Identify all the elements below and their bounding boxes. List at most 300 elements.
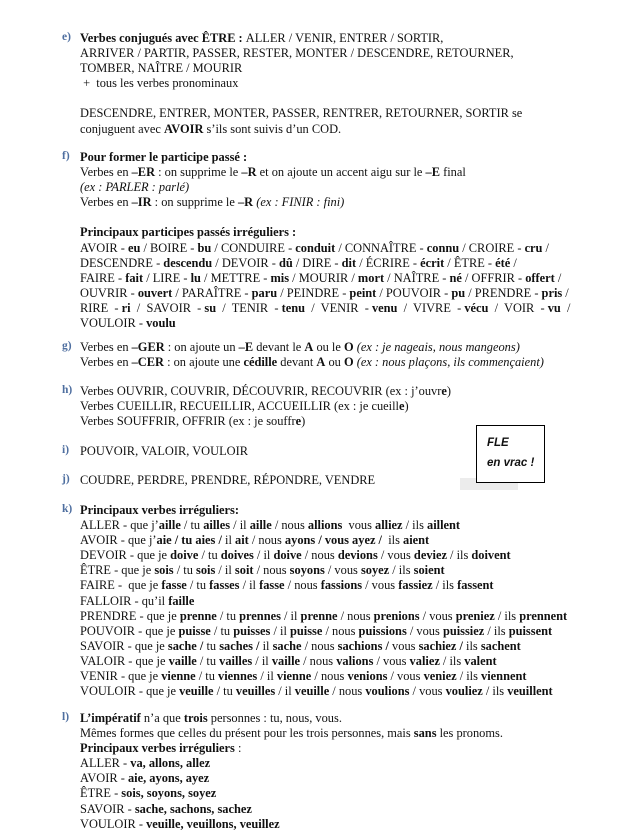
text-line (80, 503, 610, 518)
text: / nous (271, 518, 308, 533)
text: / nous (300, 653, 337, 668)
bold-text: su (204, 300, 217, 315)
text: vous (388, 638, 419, 653)
text: / nous (311, 669, 348, 684)
text: Verbes en (80, 355, 132, 370)
text: / METTRE - (200, 270, 271, 285)
text: Verbes CUEILLIR, RECUEILLIR, ACCUEILLIR (ex : je cueill (80, 399, 399, 414)
text-line (80, 786, 610, 801)
bold-text: –R (237, 195, 254, 210)
bold-text: Principaux participes passés irréguliers : (80, 225, 297, 240)
bold-text: sache, sachons, sachez (134, 801, 252, 816)
bold-text: Principaux verbes irréguliers (80, 741, 235, 756)
text: / ils (446, 548, 472, 563)
bold-text: mort (357, 270, 385, 285)
text-line (80, 106, 610, 121)
bold-text: soient (413, 563, 445, 578)
bold-text: soyez (360, 563, 390, 578)
text: personnes : tu, nous, vous. (207, 711, 342, 725)
text-line (80, 46, 610, 61)
text: ils (382, 533, 403, 548)
text: ou le (313, 340, 344, 354)
text: PRENDRE - que je (80, 608, 180, 623)
text: / il (230, 518, 250, 533)
section-label: j) (62, 473, 70, 485)
text-line (80, 654, 610, 669)
italic-text: (ex : nous plaçons, ils commençaient) (353, 355, 544, 370)
bold-text: e (295, 414, 302, 429)
text: et on ajoute un accent aigu sur le (256, 165, 426, 180)
text: ALLER - (80, 756, 131, 771)
bold-text: offert (525, 270, 555, 285)
text-line (80, 271, 610, 286)
text: : on supprime le (151, 195, 238, 210)
bold-text: puissiez (442, 623, 485, 638)
bold-text: veniez (423, 669, 457, 684)
text: / tu (196, 653, 220, 668)
text: VOULOIR - (80, 316, 147, 331)
text-line (80, 563, 610, 578)
bold-text: sois (154, 563, 174, 578)
italic-text: (ex : PARLER : parlé) (80, 180, 190, 195)
section-label: e) (62, 31, 71, 43)
bold-text: –ER (131, 165, 156, 180)
text: / PEINDRE - (277, 285, 350, 300)
bold-text: valions (336, 653, 374, 668)
text: DESCENDRE, ENTRER, MONTER, PASSER, RENTRER, RETOURNER, SORTIR se (80, 106, 523, 121)
text: DESCENDRE - (80, 255, 164, 270)
bold-text: ait (235, 533, 249, 548)
bold-text: dû (278, 255, 293, 270)
bold-text: connu (426, 240, 460, 255)
bold-text: bu (197, 240, 212, 255)
text: + tous les verbes pronominaux (80, 76, 239, 91)
section-label: g) (62, 340, 72, 352)
bold-text: e (441, 384, 447, 398)
text: / tu (213, 684, 236, 699)
text-line (80, 241, 610, 256)
text-line (80, 195, 610, 210)
bold-text: e (399, 399, 405, 414)
bold-text: sois, soyons, soyez (121, 786, 217, 801)
text: DEVOIR - que je (80, 548, 171, 563)
bold-text: fassent (457, 578, 494, 593)
bold-text: puisses (233, 623, 271, 638)
text-line (80, 669, 610, 684)
text: / ils (484, 623, 509, 638)
text: / vous (324, 563, 361, 578)
bold-text: sache / (167, 638, 204, 653)
text: : on supprime le (155, 165, 242, 180)
bold-text: aille (158, 518, 181, 533)
text: / il (270, 623, 291, 638)
text: / il (257, 669, 277, 684)
text: / nous (322, 623, 359, 638)
text-line (80, 355, 610, 370)
bold-text: saches / (219, 638, 260, 653)
text-line (80, 639, 610, 654)
bold-text: –GER (131, 340, 165, 354)
bold-text: prenne (300, 608, 338, 623)
text: / (562, 285, 569, 300)
text: / vous (387, 669, 424, 684)
bold-text: valiez (409, 653, 440, 668)
text: ils (462, 638, 481, 653)
text: les pronoms. (436, 726, 503, 741)
bold-text: tenu (281, 300, 306, 315)
text: AVOIR - (80, 240, 128, 255)
fle-note-box (476, 425, 545, 483)
text: / nous (248, 533, 285, 548)
bold-text: viennes (218, 669, 258, 684)
bold-text: O (343, 355, 354, 370)
bold-text: alliez (375, 518, 403, 533)
text: / PRENDRE - (465, 285, 542, 300)
text: conjuguent avec (80, 121, 164, 136)
bold-text: fassions (320, 578, 363, 593)
text: / tu (210, 623, 234, 638)
text: ARRIVER / PARTIR, PASSER, RESTER, MONTER / DESCENDRE, RETOURNER, (80, 46, 514, 61)
text: : on ajoute un (164, 340, 239, 354)
text: ALLER / VENIR, ENTRER / SORTIR, (245, 31, 444, 45)
text: / SAVOIR - (130, 300, 205, 315)
bold-text: aille (249, 518, 272, 533)
text: / (554, 270, 562, 285)
bold-text: voulions (365, 684, 410, 699)
text: Verbes SOUFFRIR, OFFRIR (ex : je souffr (80, 414, 296, 429)
bold-text: ayons / vous ayez / (284, 533, 382, 548)
bold-text: prennes (239, 608, 281, 623)
text: / ils (389, 563, 414, 578)
text: : (234, 741, 242, 756)
bold-text: sachiez / (418, 638, 463, 653)
bold-text: cédille (243, 355, 278, 370)
text: / nous (329, 684, 366, 699)
text: Verbes en (80, 165, 132, 180)
note-line-2: en vrac ! (487, 457, 535, 469)
text: / tu (216, 608, 240, 623)
text: / vous (377, 548, 414, 563)
text: AVOIR - que j’ (80, 533, 157, 548)
text: TOMBER, NAÎTRE / MOURIR (80, 61, 243, 76)
bold-text: veuilles (235, 684, 276, 699)
bold-text: puisse (290, 623, 323, 638)
bold-text: A (304, 340, 314, 354)
bold-text: fasse (259, 578, 285, 593)
bold-text: prennent (519, 608, 568, 623)
text: s’ils sont suivis d’un COD. (203, 121, 342, 136)
bold-text: fasse (161, 578, 187, 593)
text: / il (239, 578, 260, 593)
text-line (80, 340, 610, 355)
text: / vous (409, 684, 446, 699)
bold-text: –IR (131, 195, 152, 210)
text: ALLER - que j’ (80, 518, 159, 533)
text: / nous (301, 638, 338, 653)
text: / PARAÎTRE - (172, 285, 252, 300)
blank-line (80, 210, 610, 225)
bold-text: pu (451, 285, 466, 300)
bold-text: –R (241, 165, 257, 180)
text-line (80, 61, 610, 76)
bold-text: vienne (161, 669, 196, 684)
bold-text: va, allons, allez (130, 756, 211, 771)
bold-text: puisse (178, 623, 211, 638)
bold-text: doivent (471, 548, 511, 563)
text-line (80, 756, 610, 771)
text: / ils (456, 669, 482, 684)
text: ) (446, 384, 452, 398)
text: / (560, 300, 571, 315)
bold-text: pris (541, 285, 563, 300)
text: : on ajoute une (163, 355, 244, 370)
bold-text: devions (337, 548, 378, 563)
text: VOULOIR - (80, 816, 147, 831)
bold-text: aie / tu aies / (156, 533, 222, 548)
section-label: l) (62, 711, 70, 723)
text: ou (325, 355, 344, 370)
text: FAIRE - que je (80, 578, 162, 593)
text: il (259, 638, 273, 653)
text: / il (280, 608, 301, 623)
text: / DIRE - (292, 255, 342, 270)
bold-text: aie, ayons, ayez (127, 771, 210, 786)
italic-text: (ex : je nageais, nous mangeons) (353, 340, 520, 354)
text-line (80, 802, 610, 817)
bold-text: vaille (168, 653, 197, 668)
bold-text: vécu (464, 300, 489, 315)
text-line (80, 316, 610, 331)
text: POUVOIR - que je (80, 623, 179, 638)
text: RIRE - (80, 300, 122, 315)
text: / ils (432, 578, 458, 593)
bold-text: Verbes conjugués avec ÊTRE : (80, 31, 246, 45)
text: / CONDUIRE - (211, 240, 296, 255)
text: / tu (186, 578, 210, 593)
bold-text: cru (524, 240, 543, 255)
text: OUVRIR - (80, 285, 138, 300)
bold-text: puissent (508, 623, 553, 638)
text: Mêmes formes que celles du présent pour les trois personnes, mais (80, 726, 414, 741)
bold-text: sois (196, 563, 216, 578)
text-line (80, 384, 610, 399)
text: / vous (373, 653, 410, 668)
text: / il (275, 684, 295, 699)
text: COUDRE, PERDRE, PRENDRE, RÉPONDRE, VENDRE (80, 473, 376, 487)
bold-text: doive (273, 548, 302, 563)
text: / BOIRE - (140, 240, 198, 255)
text-line (80, 624, 610, 639)
bold-text: L’impératif (80, 711, 141, 725)
text: / VOIR - (488, 300, 548, 315)
text-line (80, 399, 610, 414)
text: / POUVOIR - (376, 285, 452, 300)
bold-text: écrit (420, 255, 445, 270)
text: / MOURIR / (289, 270, 358, 285)
note-line-1: FLE (487, 437, 509, 449)
section-label: f) (62, 150, 70, 162)
text-line (80, 533, 610, 548)
text: / (542, 240, 549, 255)
bold-text: –CER (131, 355, 164, 370)
bold-text: trois (183, 711, 208, 725)
text: / ils (439, 653, 465, 668)
text: / il (215, 563, 235, 578)
text: / ÉCRIRE - (356, 255, 421, 270)
text-line (80, 726, 610, 741)
bold-text: veuille, veuillons, veuillez (146, 816, 280, 831)
bold-text: sache (272, 638, 302, 653)
text: / nous (253, 563, 290, 578)
text: ) (301, 414, 306, 429)
text: il (221, 533, 235, 548)
bold-text: –E (425, 165, 440, 180)
text: VOULOIR - que je (80, 684, 180, 699)
text-line (80, 578, 610, 593)
bold-text: ri (121, 300, 131, 315)
bold-text: sachions / (337, 638, 389, 653)
text: / nous (337, 608, 374, 623)
text: / vous (419, 608, 456, 623)
bold-text: aient (403, 533, 430, 548)
bold-text: –E (238, 340, 254, 354)
bold-text: fait (125, 270, 144, 285)
bold-text: né (449, 270, 462, 285)
bold-text: voulu (146, 316, 176, 331)
text: devant (277, 355, 317, 370)
text-line (80, 256, 610, 271)
text: / CROIRE - (459, 240, 525, 255)
text: AVOIR - (80, 771, 128, 786)
bold-text: vailles (219, 653, 253, 668)
text-line (80, 165, 610, 180)
text-line (80, 684, 610, 699)
bold-text: paru (251, 285, 278, 300)
bold-text: descendu (163, 255, 213, 270)
bold-text: vouliez (445, 684, 483, 699)
bold-text: puissions (358, 623, 407, 638)
bold-text: Principaux verbes irréguliers: (80, 503, 239, 517)
bold-text: vienne (276, 669, 312, 684)
text: / ils (402, 518, 427, 533)
text: / nous (301, 548, 338, 563)
bold-text: aillent (427, 518, 461, 533)
text: / NAÎTRE - (384, 270, 450, 285)
bold-text: allions (307, 518, 343, 533)
text: / tu (195, 669, 219, 684)
text: / tu (198, 548, 221, 563)
text-line (80, 301, 610, 316)
bold-text: veuille (179, 684, 214, 699)
text: devant le (253, 340, 305, 354)
section-label: i) (62, 444, 70, 456)
text: / tu (173, 563, 196, 578)
text: SAVOIR - (80, 801, 135, 816)
text: / ÊTRE - (444, 255, 496, 270)
bold-text: Pour former le participe passé : (80, 150, 248, 164)
text-line (80, 76, 610, 91)
bold-text: doives (220, 548, 254, 563)
bold-text: été (495, 255, 511, 270)
text: n’a que (140, 711, 184, 725)
text: / il (252, 653, 272, 668)
bold-text: faille (168, 593, 195, 608)
text: / VIVRE - (397, 300, 465, 315)
text-line (80, 150, 610, 165)
text: Verbes en (80, 195, 132, 210)
text: final (439, 165, 466, 180)
bold-text: fassiez (398, 578, 433, 593)
bold-text: sans (413, 726, 437, 741)
bold-text: O (343, 340, 354, 354)
bold-text: mis (270, 270, 290, 285)
bold-text: venions (347, 669, 388, 684)
text: tu (203, 638, 220, 653)
text: / DEVOIR - (212, 255, 279, 270)
text: / TENIR - (216, 300, 282, 315)
text: vous (342, 518, 376, 533)
bold-text: vaille (271, 653, 301, 668)
text: / ils (494, 608, 520, 623)
bold-text: soyons (289, 563, 325, 578)
bold-text: deviez (413, 548, 447, 563)
bold-text: viennent (481, 669, 527, 684)
text-line (80, 817, 610, 832)
bold-text: ouvert (137, 285, 173, 300)
section-label: h) (62, 384, 73, 396)
text-line (80, 711, 610, 726)
blank-line (80, 91, 610, 106)
text: VALOIR - que je (80, 653, 169, 668)
text: / nous (284, 578, 321, 593)
text: Verbes OUVRIR, COUVRIR, DÉCOUVRIR, RECOUVRIR (ex : j’ouvr (80, 384, 442, 398)
text: POUVOIR, VALOIR, VOULOIR (80, 444, 248, 458)
text-line (80, 741, 610, 756)
bold-text: valent (464, 653, 497, 668)
bold-text: veuille (294, 684, 330, 699)
text: / LIRE - (143, 270, 191, 285)
text: SAVOIR - que je (80, 638, 168, 653)
text: / ils (482, 684, 508, 699)
text-line (80, 180, 610, 195)
text: / (510, 255, 517, 270)
text: FAIRE - (80, 270, 126, 285)
bold-text: veuillent (507, 684, 553, 699)
bold-text: soit (234, 563, 254, 578)
text: / OFFRIR - (461, 270, 526, 285)
text: / tu (180, 518, 204, 533)
text-line (80, 31, 610, 46)
text-line (80, 594, 610, 609)
text-line (80, 548, 610, 563)
text: / vous (362, 578, 399, 593)
bold-text: eu (127, 240, 141, 255)
bold-text: vu (547, 300, 561, 315)
text: Verbes en (80, 340, 132, 354)
text-line (80, 609, 610, 624)
text: ÊTRE - (80, 786, 122, 801)
text-line (80, 286, 610, 301)
bold-text: AVOIR (163, 121, 204, 136)
text: / vous (406, 623, 443, 638)
bold-text: venu (371, 300, 398, 315)
text-line (80, 225, 610, 240)
section-label: k) (62, 503, 73, 515)
text-line (80, 771, 610, 786)
italic-text: (ex : FINIR : fini) (253, 195, 345, 210)
text: FALLOIR - qu’il (80, 593, 169, 608)
text-line (80, 122, 610, 137)
